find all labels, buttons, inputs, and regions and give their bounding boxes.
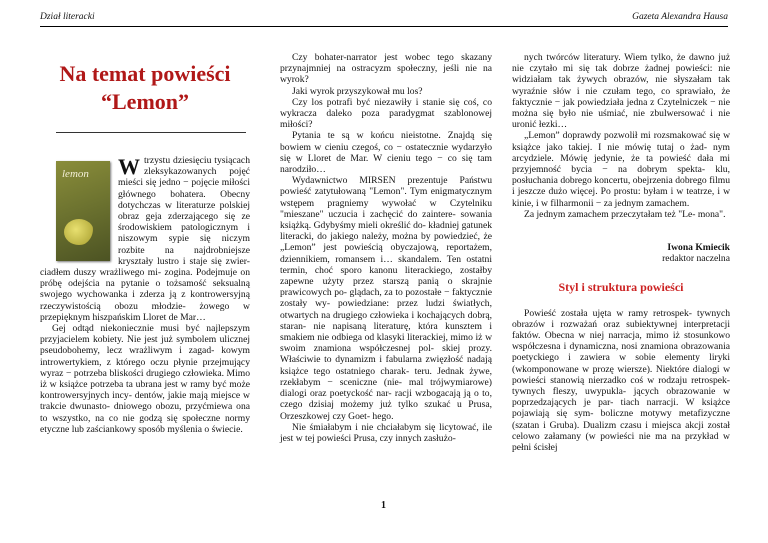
author-signature: [512, 242, 730, 264]
column-3: [512, 52, 730, 453]
book-cover-image: [56, 161, 110, 261]
header-section: Dział literacki: [40, 12, 95, 22]
paragraph: Nie śmiałabym i nie chciałabym się licytować, ile jest w tej powieści Prusa, czy innych zasłużo-: [280, 421, 492, 444]
title-line-1: Na temat powieści: [59, 61, 231, 86]
header-publication: Gazeta Alexandra Hausa: [632, 12, 728, 22]
book-cover-title: lemon: [62, 168, 89, 180]
title-line-2: “Lemon”: [101, 89, 189, 114]
paragraph: Za jednym zamachem przeczytałam też "Le- mona".: [524, 208, 726, 220]
title-divider: [56, 132, 246, 133]
author-name: Iwona Kmiecik: [667, 242, 730, 254]
paragraph: Wydawnictwo MIRSEN prezentuje Państwu powieść zatytułowaną "Lemon". Tym enigmatycznym wstępem pragniemy wywołać w Czytelniku "mieszane" uczucia i zachęcić do zaintere- sowania książką. Gdybyśmy mieli określić do- kładniej gatunek literacki, do jakiego należy, można by powiedzieć, że „Lemon” jest powieścią obyczajową, reportażem, dziennikiem, romansem i… skandalem. Ten ostatni termin, choć sporo kanonu literackiego, zostałby zapewne użyty przez starszą panią o skrajnie prawicowych po- glądach, za to pozostałe − faktycznie zostały wy- powiedziane: przez ludzi światłych, otwartych na drugiego człowieka i kochających dobrą, staran- nie napisaną literaturę, która kunsztem i smakiem nie odbiega od klasyki literackiej, mimo iż w swoim znamiona współczesnej pol- skiej prozy. Właściwie to dynamizm i fabularna zwięzłość nadają książce tego ostatniego charak- teru. Jednak żywe, rzekłabym − sceniczne (nie- mal trójwymiarowe) dialogi oraz poetyckość nar- racji wzbogacają ją o to, czego dzisiaj możemy już tylko szukać u Prusa, Orzeszkowej czy Goet- hego.: [280, 175, 492, 422]
paragraph: Gej odtąd niekoniecznie musi być najlepszym przyjacielem kobiety. Nie jest już symbolem ulicznej pseudobohemy, lecz wrażliwym i zagad- kowym introwertykiem, z którego oczu płynie przejmujący wyraz − potrzeba bliskości drugiego człowieka. Mimo iż w książce potrzeba ta ubrana jest w ramy być może kontrowersyjnych incy- dentów, jakie mają miejsce w trakcie dwunasto- dniowego obozu, przyćmiewa ona to wszystko, na co nie godzą się społeczne normy etyczne lub zaściankowy sposób myślenia o świecie.: [40, 323, 250, 435]
column-1: [40, 52, 250, 435]
section-heading: Styl i struktura powieści: [558, 280, 684, 295]
paragraph: Czy bohater-narrator jest wobec tego skazany przynajmniej na ostracyzm społeczny, jeśli nie na wyrok?: [280, 52, 492, 86]
paragraph: Czy los potrafi być niezawiły i stanie się coś, co wykracza daleko poza paradygmat szablonowej miłości?: [280, 96, 492, 131]
lemon-graphic: [64, 219, 94, 245]
paragraph: „Lemon” doprawdy pozwolił mi rozsmakować się w książce jako takiej. I nie mówię tutaj o żad- nym arcydziele. Mówię jedynie, że ta powieść dała mi przyjemność bycia − na dobrym spekta- klu, posłuchania dobrego koncertu, obejrzenia dobrego filmu i jeszcze dużo więcej. Po prostu: byłam i w teatrze, i w kinie, i w filharmonii − za jednym zamachem.: [512, 130, 730, 209]
running-header: [40, 10, 728, 27]
column-2: [280, 52, 492, 444]
author-role: redaktor naczelna: [662, 253, 730, 265]
page-number: 1: [381, 500, 386, 511]
paragraph: Jaki wyrok przyszykował mu los?: [292, 85, 423, 97]
article-title: [40, 60, 250, 116]
drop-cap: W: [118, 154, 140, 179]
paragraph: nych twórców literatury. Wiem tylko, że dawno już nie czytało mi się tak dobrze żadnej powieści: nie widziałam tak żywych obrazów, nie słyszałam tak wyraźnie słów i nie czułam tego, co sprawiało, że faktycznie − jak powiedziała jedna z Czytelniczek − nie można się było nie uśmiać, nie zbulwersować i nie uronić łezki…: [512, 52, 730, 131]
paragraph: Powieść została ujęta w ramy retrospek- tywnych obrazów i rozważań oraz subiektywnej interpretacji faktów. Obecna w niej narracja, mimo iż stosunkowo współczesna i dynamiczna, nosi znamiona obrazowania poetyckiego i zawiera w sobie elementy liryki (wkomponowane w prozę wiersze). Niektóre dialogi w powieści stanowią nierzadko coś w rodzaju retrospek- tywnych fleszy, uwypukla- jących obrazowanie w poprzedzających je par- tiach narracji. W książce pojawiają się sym- boliczne motywy metafizyczne (szatan i Gruba). Dualizm czasu i miejsca akcji został celowo załamany (w powieści nie ma na przykład w pełni ścisłej: [512, 307, 730, 454]
paragraph: Pytania te są w końcu nieistotne. Znajdą się bowiem w cieniu czegoś, co − ostatecznie wydarzyło się w Lloret de Mar. W cieniu tego − co się tam narodziło…: [280, 130, 492, 176]
paragraph: Wtrzystu dziesięciu tysiącach zleksykazowanych pojęć mieści się jedno − pojęcie miłości głównego bohatera. Obecny dotychczas w literaturze polskiej obraz geja zderzającego się ze środowiskiem patologicznym i niszowym sypie się niczym rozbite na najdrobniejsze kryształy lustro i staje się zwier- ciadłem duszy wrażliwego mi- zogina. Podejmuje on próbę odejścia na pytanie o tożsamość seksualną swojego wychowanka i zderza ją z kontrowersyjną rzeczywistością obozu młodzie- żowego w przepięknym hiszpańskim Lloret de Mar…: [40, 154, 250, 323]
